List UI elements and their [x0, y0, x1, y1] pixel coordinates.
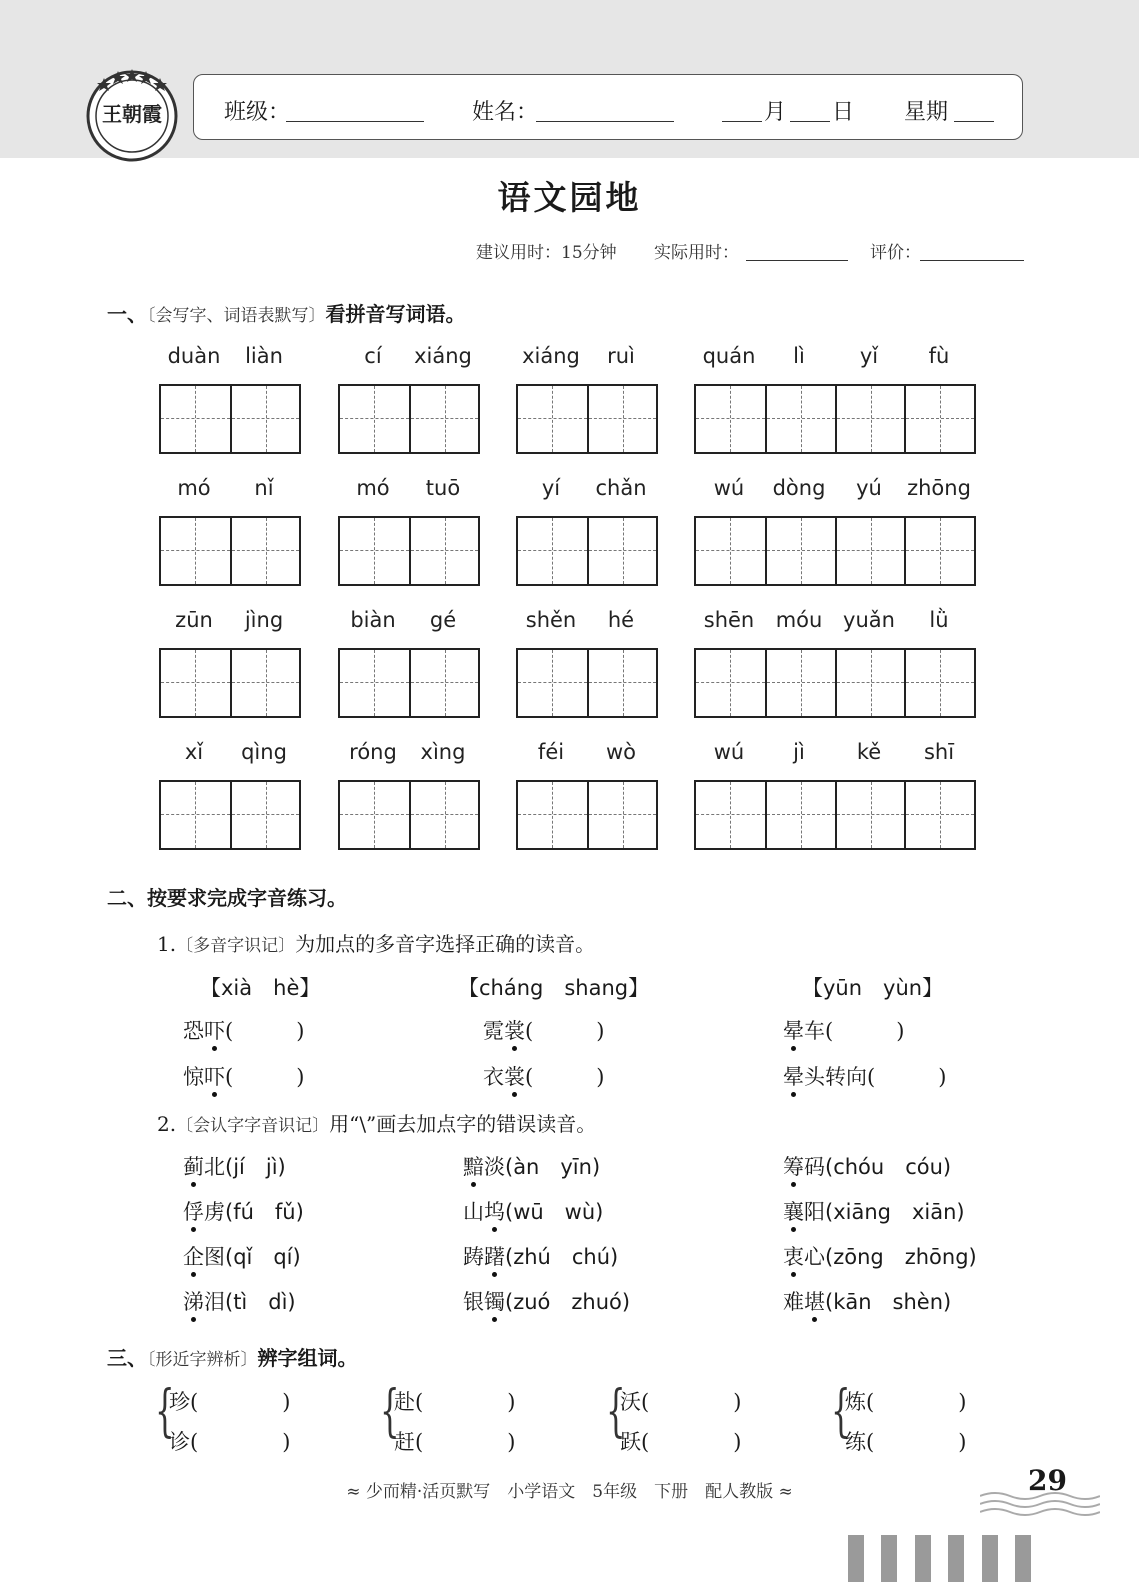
tian-cell[interactable] [904, 518, 974, 584]
word-suffix: ( ) [525, 1065, 605, 1089]
word-suffix: 心 [804, 1245, 825, 1269]
actual-time-blank[interactable] [746, 260, 848, 261]
word-group-item[interactable]: 跃( ) [620, 1430, 742, 1454]
tian-cell[interactable] [835, 518, 905, 584]
tian-cell[interactable] [765, 518, 835, 584]
tian-cell[interactable] [230, 386, 299, 452]
word-suffix: 北 [204, 1155, 225, 1179]
section2-heading: 二、按要求完成字音练习。 [107, 886, 347, 910]
pinyin-label: shěn [525, 608, 577, 632]
tian-cell[interactable] [340, 386, 409, 452]
publisher-logo [84, 66, 180, 162]
tian-cell[interactable] [696, 782, 765, 848]
polyphone-item[interactable] [483, 1015, 604, 1045]
dotted-char: 裳 [504, 1015, 525, 1045]
word-char: 惊 [183, 1065, 204, 1089]
pinyin-choices[interactable]: (wū wù) [505, 1200, 604, 1224]
pinyin-label: wò [605, 740, 637, 764]
pinyin-label: wú [713, 740, 745, 764]
dotted-char: 镯 [484, 1286, 505, 1316]
tian-cell[interactable] [696, 518, 765, 584]
pinyin-label: dòng [772, 476, 826, 500]
reading-options: 【cháng shang】 [458, 976, 650, 1000]
pronunciation-item[interactable] [463, 1241, 618, 1271]
tian-cell[interactable] [340, 518, 409, 584]
dotted-char: 衷 [783, 1241, 804, 1271]
edge-bar [881, 1535, 897, 1582]
tian-cell[interactable] [161, 782, 230, 848]
month-label: 月 [764, 100, 787, 125]
edge-bar [982, 1535, 998, 1582]
pinyin-choices[interactable]: (fú fǔ) [225, 1200, 304, 1224]
writing-grid[interactable] [516, 780, 658, 850]
pinyin-label: yǐ [859, 344, 879, 368]
tian-cell[interactable] [587, 386, 656, 452]
tian-cell[interactable] [904, 782, 974, 848]
writing-grid[interactable] [694, 780, 976, 850]
pinyin-label: tuō [425, 476, 461, 500]
pinyin-choices[interactable]: (àn yīn) [505, 1155, 601, 1179]
writing-grid[interactable] [159, 516, 301, 586]
word-char: 踌 [463, 1245, 484, 1269]
pinyin-label: cí [364, 344, 382, 368]
writing-grid[interactable] [694, 516, 976, 586]
word-char: 霓 [483, 1019, 504, 1043]
pinyin-label: mó [356, 476, 390, 500]
pinyin-label: róng [349, 740, 397, 764]
pinyin-label: wú [713, 476, 745, 500]
word-suffix: 车( ) [804, 1019, 905, 1043]
pinyin-label: yí [541, 476, 561, 500]
polyphone-item[interactable] [483, 1061, 604, 1091]
pronunciation-item[interactable] [783, 1196, 965, 1226]
page-title: 语文园地 [497, 178, 642, 217]
brace-symbol: { [155, 1379, 175, 1444]
pronunciation-item[interactable] [463, 1286, 630, 1316]
dotted-char: 筹 [783, 1151, 804, 1181]
word-char: 山 [463, 1200, 484, 1224]
pinyin-label: duàn [167, 344, 221, 368]
tian-cell[interactable] [765, 386, 835, 452]
pinyin-label: xǐ [184, 740, 204, 764]
dotted-char: 俘 [183, 1196, 204, 1226]
tian-cell[interactable] [765, 650, 835, 716]
dotted-char: 吓 [204, 1061, 225, 1091]
pinyin-choices[interactable]: (zōng zhōng) [825, 1245, 977, 1269]
word-group-item[interactable]: 练( ) [845, 1430, 967, 1454]
pinyin-label: kě [856, 740, 882, 764]
tian-cell[interactable] [765, 782, 835, 848]
polyphone-item[interactable] [183, 1061, 304, 1091]
pinyin-choices[interactable]: (kān shèn) [825, 1290, 952, 1314]
tian-cell[interactable] [230, 782, 299, 848]
word-char: 难 [783, 1290, 804, 1314]
tian-cell[interactable] [835, 782, 905, 848]
dotted-char: 企 [183, 1241, 204, 1271]
tian-cell[interactable] [409, 782, 478, 848]
writing-grid[interactable] [516, 648, 658, 718]
writing-grid[interactable] [159, 780, 301, 850]
page-number: 29 [1028, 1464, 1067, 1497]
pinyin-label: zhōng [907, 476, 971, 500]
pinyin-choices[interactable]: (qǐ qí) [225, 1245, 301, 1269]
word-suffix: 头转向( ) [804, 1065, 947, 1089]
dotted-char: 蓟 [183, 1151, 204, 1181]
dotted-char: 堪 [804, 1286, 825, 1316]
day-label: 日 [832, 100, 855, 125]
word-suffix: ( ) [525, 1019, 605, 1043]
pinyin-label: jì [793, 740, 805, 764]
word-suffix: ( ) [225, 1065, 305, 1089]
word-suffix: 淡 [484, 1155, 505, 1179]
writing-grid[interactable] [159, 384, 301, 454]
edge-bar [948, 1535, 964, 1582]
pinyin-label: lì [793, 344, 805, 368]
pronunciation-item[interactable] [783, 1286, 951, 1316]
writing-grid[interactable] [338, 780, 480, 850]
word-group-item[interactable]: 赴( ) [394, 1390, 516, 1414]
polyphone-item[interactable] [783, 1015, 904, 1045]
pinyin-label: biàn [350, 608, 396, 632]
suggested-time: 建议用时：15分钟 [476, 243, 617, 263]
pinyin-label: liàn [245, 344, 283, 368]
pronunciation-item[interactable] [183, 1286, 296, 1316]
tian-cell[interactable] [518, 650, 587, 716]
tian-cell[interactable] [340, 782, 409, 848]
dotted-char: 坞 [484, 1196, 505, 1226]
brace-symbol: { [380, 1379, 400, 1444]
tian-cell[interactable] [587, 518, 656, 584]
polyphone-item[interactable] [183, 1015, 304, 1045]
dotted-char: 襄 [783, 1196, 804, 1226]
word-suffix: ( ) [225, 1019, 305, 1043]
pinyin-label: mó [177, 476, 211, 500]
tian-cell[interactable] [409, 518, 478, 584]
writing-grid[interactable] [516, 516, 658, 586]
word-suffix: 阳 [804, 1200, 825, 1224]
pinyin-choices[interactable]: (jí jì) [225, 1155, 286, 1179]
tian-cell[interactable] [904, 650, 974, 716]
tian-cell[interactable] [587, 782, 656, 848]
pinyin-label: ruì [607, 344, 635, 368]
name-blank[interactable] [536, 121, 674, 122]
polyphone-item[interactable] [783, 1061, 946, 1091]
pinyin-label: xiáng [414, 344, 472, 368]
pinyin-label: móu [775, 608, 823, 632]
tian-cell[interactable] [161, 518, 230, 584]
pinyin-label: nǐ [254, 476, 274, 500]
pinyin-label: yú [856, 476, 882, 500]
word-suffix: 泪 [204, 1290, 225, 1314]
tian-cell[interactable] [409, 386, 478, 452]
word-suffix: 虏 [204, 1200, 225, 1224]
month-blank[interactable] [722, 121, 762, 122]
word-char: 银 [463, 1290, 484, 1314]
evaluation-blank[interactable] [920, 260, 1024, 261]
word-group-item[interactable]: 诊( ) [169, 1430, 291, 1454]
pinyin-choices[interactable]: (xiāng xiān) [825, 1200, 965, 1224]
word-char: 衣 [483, 1065, 504, 1089]
pinyin-label: shī [923, 740, 955, 764]
weekday-blank[interactable] [954, 121, 994, 122]
tian-cell[interactable] [518, 518, 587, 584]
tian-cell[interactable] [587, 650, 656, 716]
pinyin-label: yuǎn [843, 608, 895, 632]
actual-time-label: 实际用时： [654, 243, 739, 263]
tian-cell[interactable] [696, 650, 765, 716]
pronunciation-item[interactable] [463, 1196, 603, 1226]
tian-cell[interactable] [835, 650, 905, 716]
tian-cell[interactable] [835, 386, 905, 452]
word-group-item[interactable]: 珍( ) [169, 1390, 291, 1414]
day-blank[interactable] [790, 121, 830, 122]
writing-grid[interactable] [338, 648, 480, 718]
tian-cell[interactable] [161, 650, 230, 716]
tian-cell[interactable] [230, 650, 299, 716]
pinyin-label: chǎn [595, 476, 647, 500]
reading-options: 【xià hè】 [200, 976, 321, 1000]
word-suffix: 图 [204, 1245, 225, 1269]
pronunciation-item[interactable] [783, 1241, 977, 1271]
writing-grid[interactable] [694, 384, 976, 454]
pronunciation-item[interactable] [183, 1196, 304, 1226]
pinyin-label: fù [928, 344, 950, 368]
reading-options: 【yūn yùn】 [802, 976, 944, 1000]
pinyin-label: xiáng [522, 344, 580, 368]
pinyin-choices[interactable]: (chóu cóu) [825, 1155, 952, 1179]
dotted-char: 晕 [783, 1061, 804, 1091]
writing-grid[interactable] [338, 384, 480, 454]
class-label: 班级： [224, 100, 291, 125]
pinyin-label: gé [429, 608, 457, 632]
brace-symbol: { [606, 1379, 626, 1444]
writing-grid[interactable] [338, 516, 480, 586]
pronunciation-item[interactable] [783, 1151, 951, 1181]
section1-heading: 一、〔会写字、词语表默写〕看拼音写词语。 [107, 302, 466, 326]
q1-prompt: 1.〔多音字识记〕为加点的多音字选择正确的读音。 [157, 932, 596, 956]
pinyin-label: féi [537, 740, 565, 764]
tian-cell[interactable] [230, 518, 299, 584]
edge-bar [1015, 1535, 1031, 1582]
edge-bar [848, 1535, 864, 1582]
writing-grid[interactable] [694, 648, 976, 718]
word-group-item[interactable]: 炼( ) [845, 1390, 967, 1414]
pronunciation-item[interactable] [183, 1151, 286, 1181]
pinyin-choices[interactable]: (zhú chú) [505, 1245, 619, 1269]
pinyin-label: zūn [175, 608, 213, 632]
dotted-char: 晕 [783, 1015, 804, 1045]
tian-cell[interactable] [161, 386, 230, 452]
pinyin-choices[interactable]: (tì dì) [225, 1290, 296, 1314]
svg-text:王朝霞: 王朝霞 [102, 102, 162, 126]
pinyin-label: shēn [703, 608, 755, 632]
tian-cell[interactable] [518, 782, 587, 848]
wave-decoration [980, 1488, 1100, 1518]
pinyin-label: quán [702, 344, 756, 368]
pinyin-label: qìng [241, 740, 287, 764]
tian-cell[interactable] [409, 650, 478, 716]
section3-heading: 三、〔形近字辨析〕辨字组词。 [107, 1346, 358, 1370]
tian-cell[interactable] [696, 386, 765, 452]
pronunciation-item[interactable] [183, 1241, 301, 1271]
writing-grid[interactable] [516, 384, 658, 454]
pinyin-label: hé [607, 608, 635, 632]
word-suffix: 码 [804, 1155, 825, 1179]
weekday-label: 星期 [904, 100, 949, 125]
pinyin-label: jìng [244, 608, 284, 632]
tian-cell[interactable] [340, 650, 409, 716]
dotted-char: 吓 [204, 1015, 225, 1045]
evaluation-label: 评价： [870, 243, 921, 263]
dotted-char: 黯 [463, 1151, 484, 1181]
word-group-item[interactable]: 赶( ) [394, 1430, 516, 1454]
student-info-box [193, 74, 1023, 140]
pinyin-label: lǜ [929, 608, 949, 632]
dotted-char: 涕 [183, 1286, 204, 1316]
word-group-item[interactable]: 沃( ) [620, 1390, 742, 1414]
q2-prompt: 2.〔会认字字音识记〕用“\”画去加点字的错误读音。 [157, 1112, 597, 1136]
pinyin-label: xìng [420, 740, 466, 764]
tian-cell[interactable] [518, 386, 587, 452]
brace-symbol: { [831, 1379, 851, 1444]
dotted-char: 裳 [504, 1061, 525, 1091]
name-label: 姓名： [472, 100, 539, 125]
pronunciation-item[interactable] [463, 1151, 600, 1181]
edge-bar [915, 1535, 931, 1582]
footer-text: ≈ 少而精·活页默写 小学语文 5年级 下册 配人教版 ≈ [346, 1482, 793, 1502]
pinyin-choices[interactable]: (zuó zhuó) [505, 1290, 631, 1314]
word-char: 恐 [183, 1019, 204, 1043]
tian-cell[interactable] [904, 386, 974, 452]
class-blank[interactable] [286, 121, 424, 122]
writing-grid[interactable] [159, 648, 301, 718]
dotted-char: 躇 [484, 1241, 505, 1271]
